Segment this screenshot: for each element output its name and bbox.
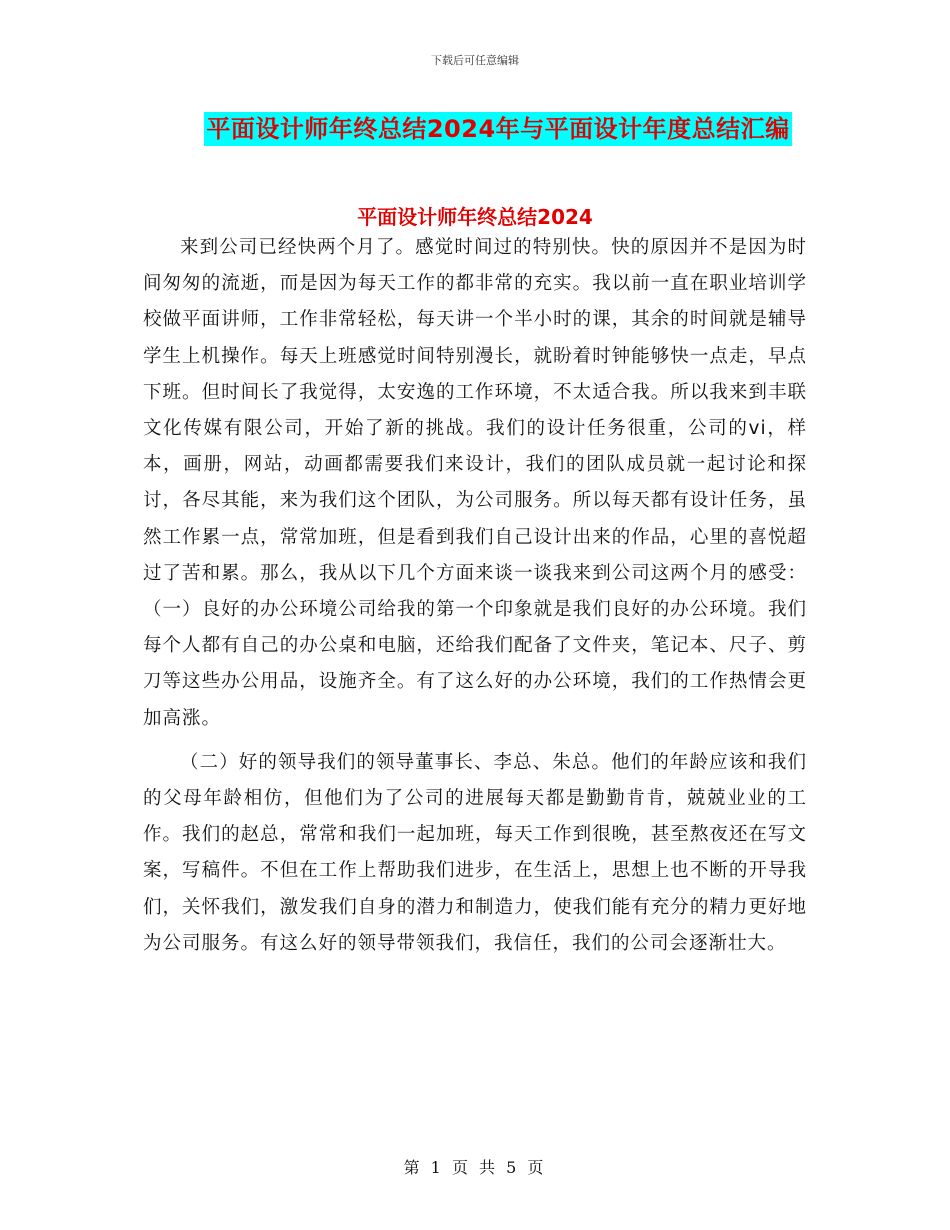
main-title-container [0, 112, 950, 146]
document-body [143, 218, 807, 962]
section-title: 平面设计师年终总结2024 [357, 205, 593, 229]
paragraph: 来到公司已经快两个月了。感觉时间过的特别快。快的原因并不是因为时间匆匆的流逝，而是因为每天工作的都非常的充实。我以前一直在职业培训学校做平面讲师，工作非常轻松，每天讲一个半小时的课，其余的时间就是辅导学生上机操作。每天上班感觉时间特别漫长，就盼着时钟能够快一点走，早点下班。但时间长了我觉得，太安逸的工作环境，不太适合我。所以我来到丰联文化传媒有限公司，开始了新的挑战。我们的设计任务很重，公司的vi，样本，画册，网站，动画都需要我们来设计，我们的团队成员就一起讨论和探讨，各尽其能，来为我们这个团队，为公司服务。所以每天都有设计任务，虽然工作累一点，常常加班，但是看到我们自己设计出来的作品，心里的喜悦超过了苦和累。那么，我从以下几个方面来谈一谈我来到公司这两个月的感受：（一）良好的办公环境公司给我的第一个印象就是我们良好的办公环境。我们每个人都有自己的办公桌和电脑，还给我们配备了文件夹，笔记本、尺子、剪刀等这些办公用品，设施齐全。有了这么好的办公环境，我们的工作热情会更加高涨。 [143, 237, 807, 729]
paragraph: （二）好的领导我们的领导董事长、李总、朱总。他们的年龄应该和我们的父母年龄相仿，但他们为了公司的进展每天都是勤勤肯肯，兢兢业业的工作。我们的赵总，常常和我们一起加班，每天工作到很晚，甚至熬夜还在写文案，写稿件。不但在工作上帮助我们进步，在生活上，思想上也不断的开导我们，关怀我们，激发我们自身的潜力和制造力，使我们能有充分的精力更好地为公司服务。有这么好的领导带领我们，我信任，我们的公司会逐渐壮大。 [143, 751, 807, 954]
main-title: 平面设计师年终总结2024年与平面设计年度总结汇编 [204, 112, 791, 146]
page-number: 第 1 页 共 5 页 [403, 1158, 547, 1177]
header-note: 下载后可任意编辑 [431, 54, 519, 67]
